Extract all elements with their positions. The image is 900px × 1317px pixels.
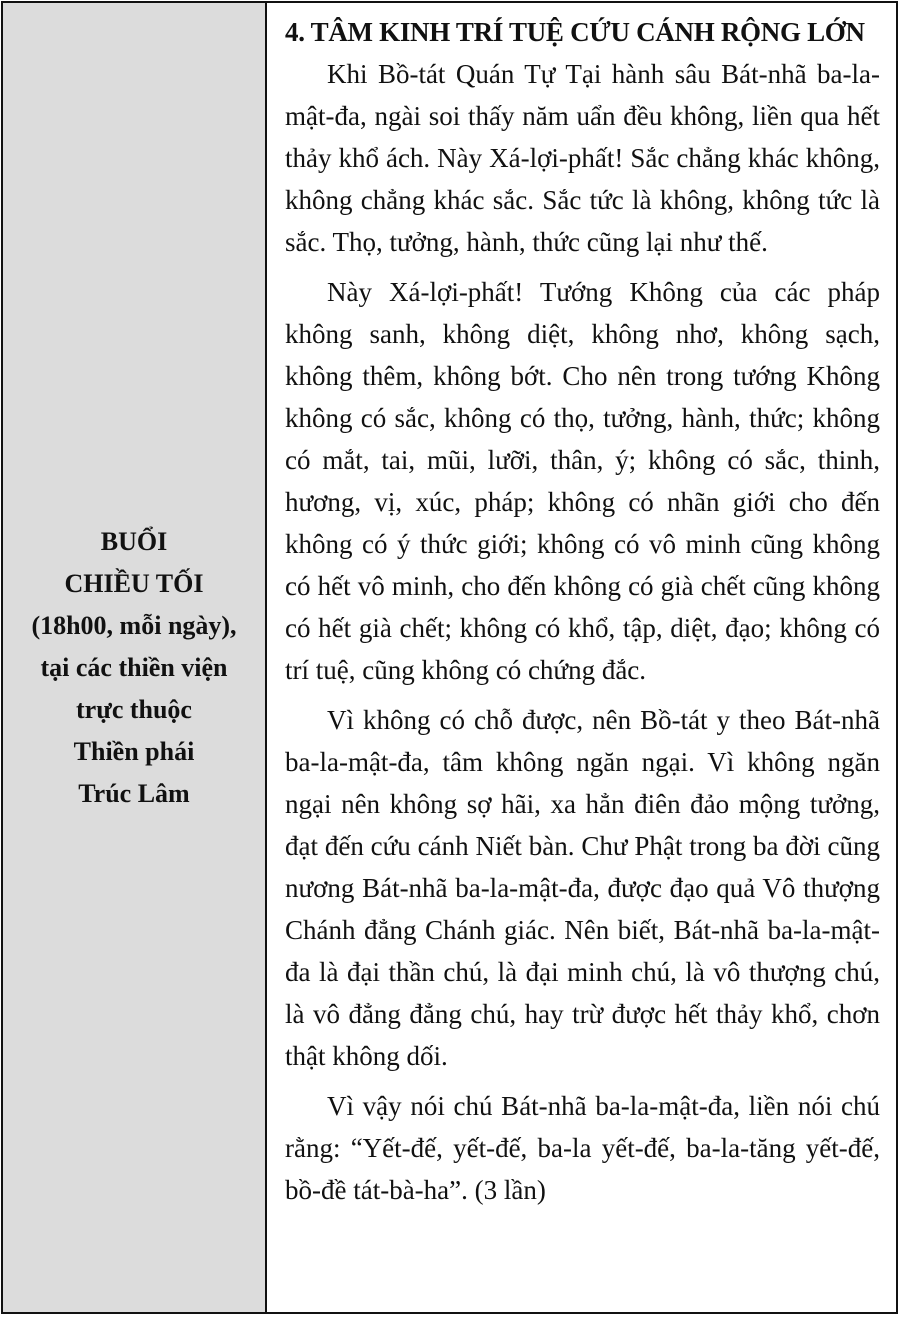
session-line: Trúc Lâm (78, 778, 190, 808)
paragraph: Vì vậy nói chú Bát-nhã ba-la-mật-đa, liền nói chú rằng: “Yết-đế, yết-đế, ba-la yết-đế, ba-la-tăng yết-đế, bồ-đề tát-bà-ha”. (3 lần) (285, 1091, 880, 1205)
paragraph: Vì không có chỗ được, nên Bồ-tát y theo Bát-nhã ba-la-mật-đa, tâm không ngăn ngại. Vì không ngăn ngại nên không sợ hãi, xa hẳn điên đảo mộng tưởng, đạt đến cứu cánh Niết bàn. Chư Phật trong ba đời cũng nương Bát-nhã ba-la-mật-đa, được đạo quả Vô thượng Chánh đẳng Chánh giác. Nên biết, Bát-nhã ba-la-mật-đa là đại thần chú, là đại minh chú, là vô thượng chú, là vô đẳng đẳng chú, hay trừ được hết thảy khổ, chơn thật không dối. (285, 705, 880, 1071)
session-line: BUỔI (100, 526, 168, 556)
section-title: 4. TÂM KINH TRÍ TUỆ CỨU CÁNH RỘNG LỚN (285, 17, 865, 47)
session-label (31, 521, 236, 815)
session-cell (3, 3, 267, 1312)
paragraph: Khi Bồ-tát Quán Tự Tại hành sâu Bát-nhã ba-la-mật-đa, ngài soi thấy năm uẩn đều không, liền qua hết thảy khổ ách. Này Xá-lợi-phất! Sắc chẳng khác không, không chẳng khác sắc. Sắc tức là không, không tức là sắc. Thọ, tưởng, hành, thức cũng lại như thế. (285, 59, 880, 257)
session-line: trực thuộc (76, 694, 192, 724)
text-cell (267, 3, 896, 1312)
session-line: (18h00, mỗi ngày), (31, 610, 237, 640)
paragraph: Này Xá-lợi-phất! Tướng Không của các pháp không sanh, không diệt, không nhơ, không sạch, không thêm, không bớt. Cho nên trong tướng Không không có sắc, không có thọ, tưởng, hành, thức; không có mắt, tai, mũi, lưỡi, thân, ý; không có sắc, thinh, hương, vị, xúc, pháp; không có nhãn giới cho đến không có ý thức giới; không có vô minh cũng không có hết vô minh, cho đến không có già chết cũng không có hết già chết; không có khổ, tập, diệt, đạo; không có trí tuệ, cũng không có chứng đắc. (285, 277, 880, 685)
liturgy-table (1, 1, 898, 1314)
session-line: tại các thiền viện (40, 652, 228, 682)
session-line: CHIỀU TỐI (64, 568, 204, 598)
session-line: Thiền phái (73, 736, 195, 766)
